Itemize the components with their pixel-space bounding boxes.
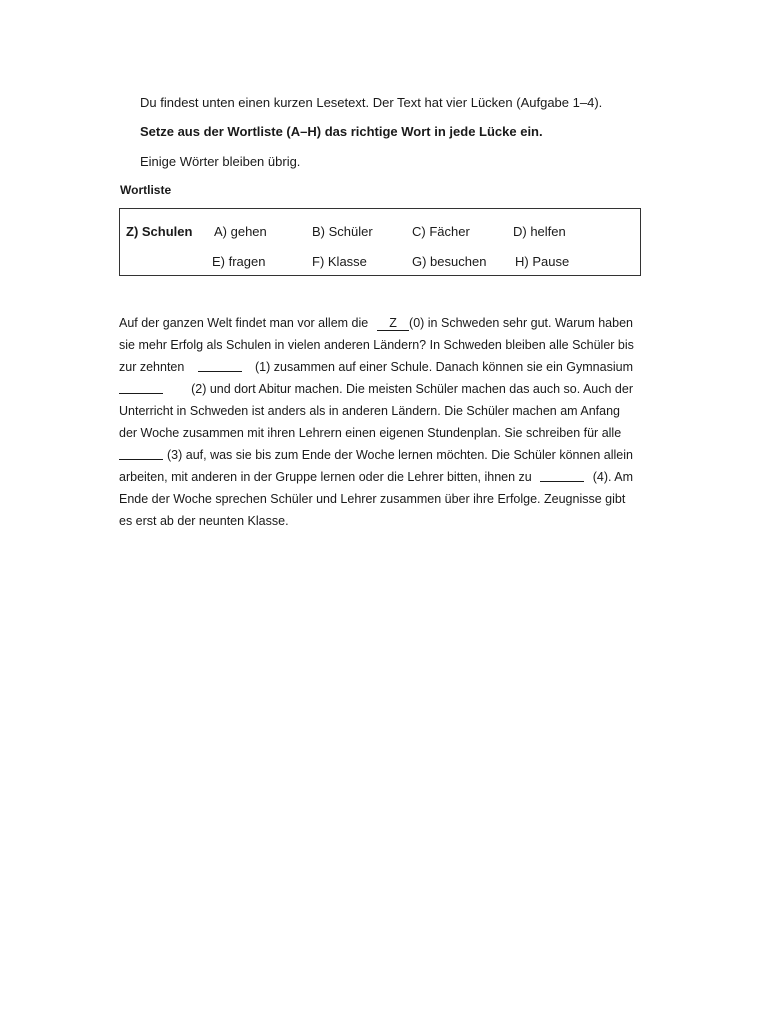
wordlist-item: G) besuchen xyxy=(412,254,487,269)
wordlist-item: D) helfen xyxy=(513,224,566,239)
wordlist-item: E) fragen xyxy=(212,254,266,269)
text-line: Ende der Woche sprechen Schüler und Lehrer zusammen über ihre Erfolge. Zeugnisse gibt xyxy=(119,492,626,506)
gap-3-blank xyxy=(119,448,163,460)
text-line: Auf der ganzen Welt findet man vor allem die Z (0) in Schweden sehr gut. Warum haben xyxy=(119,316,633,330)
instruction-text: Du findest unten einen kurzen Lesetext. Der Text hat vier Lücken (Aufgabe 1–4). xyxy=(140,95,603,110)
wordlist-item: A) gehen xyxy=(214,224,267,239)
wordlist-title: Wortliste xyxy=(120,183,172,197)
wordlist-example: Z) Schulen xyxy=(126,224,193,239)
example-blank: Z xyxy=(377,317,409,331)
wordlist-item: B) Schüler xyxy=(312,224,373,239)
wordlist-box xyxy=(119,208,641,276)
wordlist-item: F) Klasse xyxy=(312,254,367,269)
gap-1-blank xyxy=(198,360,242,372)
text-line: Unterricht in Schweden ist anders als in anderen Ländern. Die Schüler machen am Anfang xyxy=(119,404,620,418)
wordlist-item: H) Pause xyxy=(515,254,570,269)
text-line: (2) und dort Abitur machen. Die meisten Schüler machen das auch so. Auch der xyxy=(119,382,633,396)
instruction-note: Einige Wörter bleiben übrig. xyxy=(140,154,301,169)
text-line: es erst ab der neunten Klasse. xyxy=(119,514,289,528)
text-line: (3) auf, was sie bis zum Ende der Woche lernen möchten. Die Schüler können allein xyxy=(119,448,633,462)
gap-4-blank xyxy=(540,470,584,482)
text-line: arbeiten, mit anderen in der Gruppe lernen oder die Lehrer bitten, ihnen zu (4). Am xyxy=(119,470,633,484)
text-line: der Woche zusammen mit ihren Lehrern einen eigenen Stundenplan. Sie schreiben für alle xyxy=(119,426,622,440)
text-line: zur zehnten (1) zusammen auf einer Schule. Danach können sie ein Gymnasium xyxy=(119,360,633,374)
gap-2-blank xyxy=(119,382,163,394)
task-instruction: Setze aus der Wortliste (A–H) das richtige Wort in jede Lücke ein. xyxy=(140,124,543,139)
text-line: sie mehr Erfolg als Schulen in vielen anderen Ländern? In Schweden bleiben alle Schüler bis xyxy=(119,338,634,352)
wordlist-item: C) Fächer xyxy=(412,224,470,239)
